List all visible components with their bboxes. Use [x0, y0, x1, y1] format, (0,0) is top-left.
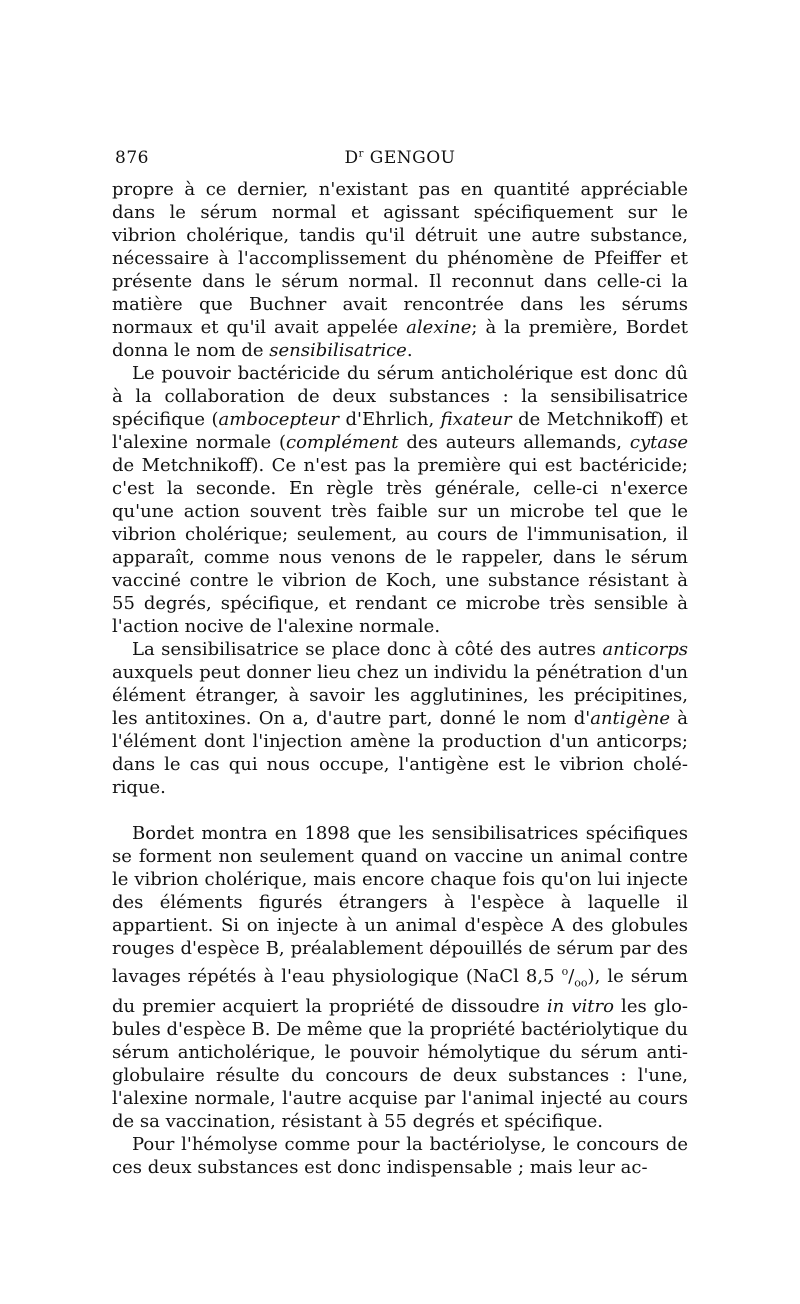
italic-term: ambocepteur: [218, 409, 340, 430]
paragraph-5: [112, 1133, 688, 1179]
italic-term: complément: [286, 432, 399, 453]
text-run: Bordet montra en 1898 que les sensibilisatrices spécifiques se forment non seulement quand on vaccine un animal contre le vibrion cholérique, mais encore chaque fois qu'on lui injecte des éléments figurés étrangers à l'espèce à laquelle il appartient. Si on injecte à un animal d'espèce A des globules rouges d'espèce B, préalablement dépouillés de sérum par des lavages répétés à l'eau physiologique (NaCl 8,5: [112, 823, 688, 987]
text-run: La sensibilisatrice se place donc à côté des autres: [132, 639, 603, 660]
body-text: [112, 178, 688, 1179]
page-number: 876: [115, 148, 149, 168]
author-prefix-sup: r: [358, 148, 364, 160]
text-run: auxquels peut donner lieu chez un individu la pénétration d'un élément étranger, à savoir les agglutinines, les précipitines, les antitoxines. On a, d'autre part, donné le nom d': [112, 662, 688, 729]
running-head: [112, 148, 688, 168]
per-mille-fraction: [561, 965, 588, 990]
text-run: les glo-bules d'espèce B. De même que la propriété bactériolytique du sérum anticholérique, le pouvoir hémolytique du sérum anti-globulaire résulte du concours de deux substances : l'une, l'alexine normale, l'autre acquise par l'animal injecté au cours de sa vaccination, résistant à 55 degrés et spécifique.: [112, 995, 689, 1132]
text-run: des auteurs allemands,: [398, 432, 630, 453]
italic-term: anticorps: [602, 639, 688, 660]
italic-term: cytase: [629, 432, 688, 453]
fraction-denominator: oo: [574, 976, 588, 990]
fraction-numerator: o: [561, 965, 569, 978]
text-run: à l'élément dont l'injection amène la production d'un anticorps; dans le cas qui nous occupe, l'antigène est le vibrion cholé-rique.: [112, 708, 688, 798]
italic-term: fixateur: [440, 409, 512, 430]
document-page: [112, 140, 688, 1179]
text-run: propre à ce dernier, n'existant pas en quantité appréciable dans le sérum normal et agissant spécifiquement sur le vibrion cholérique, tandis qu'il détruit une autre substance, nécessaire à l'accomplissement du phénomène de Pfeiffer et présente dans le sérum normal. Il reconnut dans celle-ci la matière que Buchner avait rencontrée dans les sérums normaux et qu'il avait appelée: [112, 179, 688, 338]
text-run: de Metchnikoff). Ce n'est pas la première qui est bactéricide; c'est la seconde. En règle très générale, celle-ci n'exerce qu'une action souvent très faible sur un microbe tel que le vibrion cholérique; seulement, au cours de l'immunisation, il apparaît, comme nous venons de le rappeler, dans le sérum vacciné contre le vibrion de Koch, une substance résistant à 55 degrés, spécifique, et rendant ce microbe très sensible à l'action nocive de l'alexine normale.: [112, 455, 688, 637]
page-header: [112, 140, 688, 170]
author-prefix: D: [344, 148, 359, 168]
text-run: .: [406, 340, 413, 361]
italic-term: sensibilisatrice: [269, 340, 407, 361]
paragraph-1: [112, 178, 688, 362]
text-run: ), le sérum du premier acquiert la propriété de dissoudre: [112, 966, 688, 1017]
text-run: ; à la première, Bordet donna le nom de: [112, 317, 688, 361]
paragraph-2: [112, 362, 688, 638]
italic-term: in vitro: [546, 995, 614, 1017]
text-run: de Metchnikoff) et l'alexine normale (: [112, 409, 688, 453]
text-run: Le pouvoir bactéricide du sérum anticholérique est donc dû à la collaboration de deux substances : la sensibilisatrice spécifique (: [112, 363, 688, 430]
italic-term: alexine: [406, 317, 472, 338]
paragraph-4: [112, 822, 688, 1133]
text-run: Pour l'hémolyse comme pour la bactériolyse, le concours de ces deux substances est donc indispensable ; mais leur ac-: [112, 1133, 688, 1178]
author-name: GENGOU: [369, 148, 456, 168]
italic-term: antigène: [590, 708, 670, 729]
text-run: d'Ehrlich,: [339, 409, 441, 430]
fraction-slash: /: [568, 966, 575, 987]
paragraph-3: [112, 638, 688, 799]
